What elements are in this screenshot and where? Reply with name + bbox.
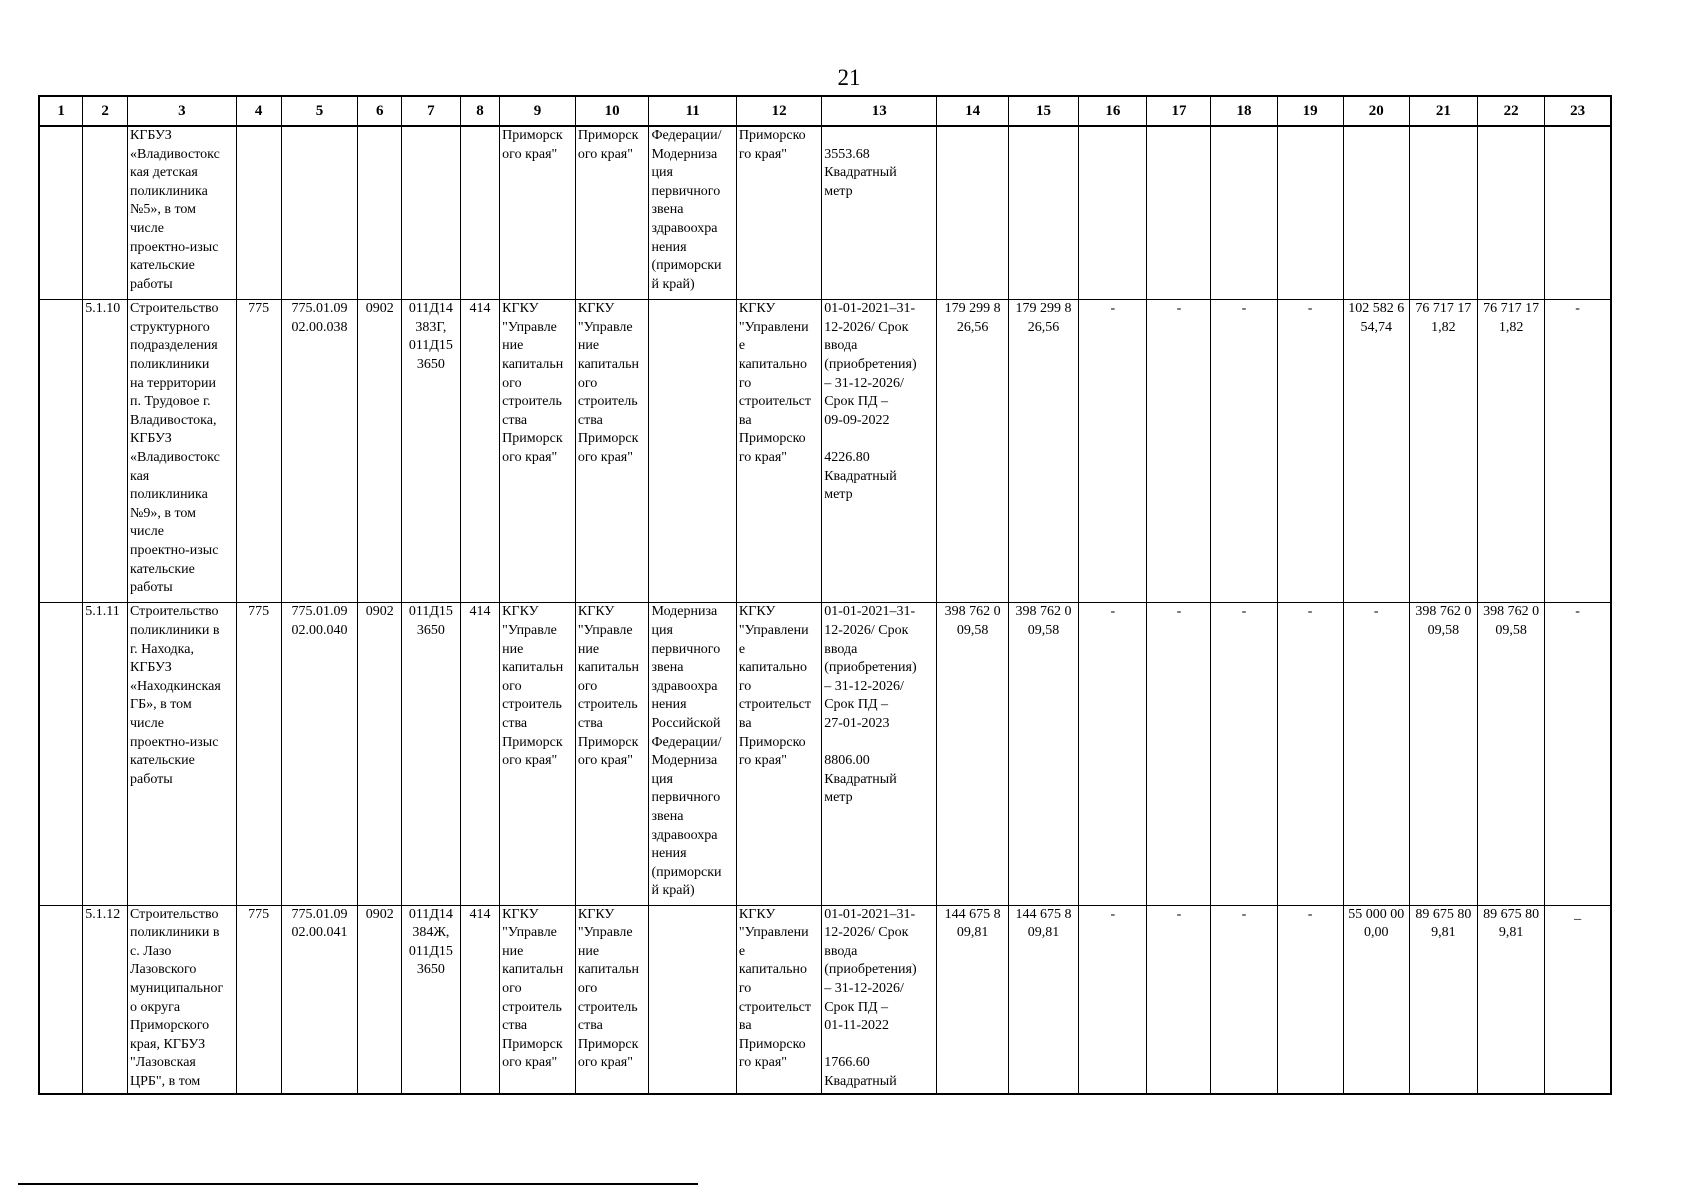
table-cell: [1211, 126, 1277, 300]
table-cell: [39, 300, 83, 603]
table-cell: -: [1211, 300, 1277, 603]
table-cell: КГКУ "Управле ние капитальн ого строитель ства Приморск ого края": [500, 905, 576, 1094]
table-cell: 011Д15 3650: [402, 603, 461, 905]
table-cell: [1409, 126, 1477, 300]
table-cell: 414: [460, 603, 499, 905]
table-row: [39, 603, 1611, 905]
table-cell: 144 675 8 09,81: [937, 905, 1008, 1094]
table-cell: 0902: [358, 603, 402, 905]
table-cell: 398 762 0 09,58: [1478, 603, 1545, 905]
table-cell: КГКУ "Управлени е капитально го строительст ва Приморско го края": [736, 905, 821, 1094]
table-cell: 775.01.09 02.00.038: [281, 300, 358, 603]
table-cell: -: [1277, 300, 1343, 603]
table-cell: Федерации/ Модерниза ция первичного звена здравоохра нения (приморски й край): [649, 126, 736, 300]
column-header: 4: [236, 96, 281, 126]
table-cell: КГКУ "Управлени е капитально го строительст ва Приморско го края": [736, 603, 821, 905]
table-cell: 5.1.12: [83, 905, 128, 1094]
column-header: 20: [1343, 96, 1409, 126]
table-cell: 01-01-2021–31- 12-2026/ Срок ввода (приобретения) – 31-12-2026/ Срок ПД – 27-01-2023 8806.00 Квадратный метр: [822, 603, 937, 905]
page-number: 21: [837, 65, 861, 90]
table-cell: -: [1079, 603, 1147, 905]
table-cell: 775: [236, 300, 281, 603]
table-cell: [402, 126, 461, 300]
table-cell: [1147, 126, 1211, 300]
column-header: 10: [575, 96, 649, 126]
table-cell: 414: [460, 905, 499, 1094]
table-cell: -: [1277, 905, 1343, 1094]
column-header: 14: [937, 96, 1008, 126]
table-cell: [83, 126, 128, 300]
table-cell: -: [1545, 300, 1611, 603]
table-cell: КГБУЗ «Владивостокс кая детская поликлиника №5», в том числе проектно-изыс кательские работы: [128, 126, 237, 300]
table-cell: -: [1343, 603, 1409, 905]
column-header: 11: [649, 96, 736, 126]
table-cell: 102 582 6 54,74: [1343, 300, 1409, 603]
table-cell: Строительство поликлиники в г. Находка, КГБУЗ «Находкинская ГБ», в том числе проектно-изыс кательские работы: [128, 603, 237, 905]
table-cell: 01-01-2021–31- 12-2026/ Срок ввода (приобретения) – 31-12-2026/ Срок ПД – 01-11-2022 1766.60 Квадратный: [822, 905, 937, 1094]
table-cell: 775.01.09 02.00.040: [281, 603, 358, 905]
table-cell: [236, 126, 281, 300]
table-cell: 398 762 0 09,58: [1409, 603, 1477, 905]
table-cell: _: [1545, 905, 1611, 1094]
table-cell: 76 717 17 1,82: [1478, 300, 1545, 603]
table-cell: [1343, 126, 1409, 300]
table-cell: 398 762 0 09,58: [937, 603, 1008, 905]
table-cell: 144 675 8 09,81: [1008, 905, 1078, 1094]
table-cell: Приморско го края": [736, 126, 821, 300]
table-cell: -: [1079, 905, 1147, 1094]
table-cell: [358, 126, 402, 300]
column-header: 13: [822, 96, 937, 126]
table-cell: Строительство поликлиники в с. Лазо Лазовского муниципальног о округа Приморского края, КГБУЗ "Лазовская ЦРБ", в том: [128, 905, 237, 1094]
table-cell: Модерниза ция первичного звена здравоохра нения Российской Федерации/ Модерниза ция первичного звена здравоохра нения (приморски й край): [649, 603, 736, 905]
column-header: 22: [1478, 96, 1545, 126]
column-header: 21: [1409, 96, 1477, 126]
table-cell: [1478, 126, 1545, 300]
table-cell: КГКУ "Управле ние капитальн ого строитель ства Приморск ого края": [500, 603, 576, 905]
table-cell: 3553.68 Квадратный метр: [822, 126, 937, 300]
table-cell: -: [1147, 300, 1211, 603]
table-cell: [1277, 126, 1343, 300]
table-cell: -: [1079, 300, 1147, 603]
column-header: 12: [736, 96, 821, 126]
table-cell: [1545, 126, 1611, 300]
table-cell: 775.01.09 02.00.041: [281, 905, 358, 1094]
table-cell: 0902: [358, 300, 402, 603]
column-header: 3: [128, 96, 237, 126]
column-header: 5: [281, 96, 358, 126]
table-cell: [460, 126, 499, 300]
table-cell: 398 762 0 09,58: [1008, 603, 1078, 905]
table-cell: [649, 300, 736, 603]
table-cell: [1079, 126, 1147, 300]
table-cell: -: [1147, 905, 1211, 1094]
table-row: [39, 126, 1611, 300]
column-header: 19: [1277, 96, 1343, 126]
table-cell: [281, 126, 358, 300]
table-cell: [937, 126, 1008, 300]
table-cell: -: [1277, 603, 1343, 905]
table-cell: 414: [460, 300, 499, 603]
table-cell: 775: [236, 905, 281, 1094]
table-cell: Приморск ого края": [500, 126, 576, 300]
column-header: 2: [83, 96, 128, 126]
table-cell: [649, 905, 736, 1094]
column-header: 7: [402, 96, 461, 126]
table-cell: КГКУ "Управле ние капитальн ого строитель ства Приморск ого края": [500, 300, 576, 603]
column-header: 9: [500, 96, 576, 126]
column-header: 18: [1211, 96, 1277, 126]
table-cell: 0902: [358, 905, 402, 1094]
table-cell: 89 675 80 9,81: [1409, 905, 1477, 1094]
column-header: 16: [1079, 96, 1147, 126]
table-cell: Приморск ого края": [575, 126, 649, 300]
table-cell: [39, 905, 83, 1094]
table-cell: 89 675 80 9,81: [1478, 905, 1545, 1094]
table-cell: -: [1147, 603, 1211, 905]
table-cell: -: [1211, 905, 1277, 1094]
table-cell: -: [1545, 603, 1611, 905]
table-cell: [39, 603, 83, 905]
footer-divider: [18, 1183, 698, 1185]
table-cell: 55 000 00 0,00: [1343, 905, 1409, 1094]
table-cell: КГКУ "Управле ние капитальн ого строитель ства Приморск ого края": [575, 603, 649, 905]
table-cell: 775: [236, 603, 281, 905]
budget-table: [38, 95, 1612, 1095]
column-header: 17: [1147, 96, 1211, 126]
table-cell: [39, 126, 83, 300]
column-header: 23: [1545, 96, 1611, 126]
column-header: 6: [358, 96, 402, 126]
table-cell: 5.1.10: [83, 300, 128, 603]
table-row: [39, 905, 1611, 1094]
header-row: [39, 96, 1611, 126]
column-header: 8: [460, 96, 499, 126]
table-cell: КГКУ "Управле ние капитальн ого строитель ства Приморск ого края": [575, 300, 649, 603]
table-cell: 179 299 8 26,56: [937, 300, 1008, 603]
column-header: 15: [1008, 96, 1078, 126]
table-cell: Строительство структурного подразделения поликлиники на территории п. Трудовое г. Владивостока, КГБУЗ «Владивостокс кая поликлиника №9», в том числе проектно-изыс кательские работы: [128, 300, 237, 603]
table-cell: -: [1211, 603, 1277, 905]
table-cell: 011Д14 384Ж, 011Д15 3650: [402, 905, 461, 1094]
table-cell: 76 717 17 1,82: [1409, 300, 1477, 603]
table-cell: КГКУ "Управле ние капитальн ого строитель ства Приморск ого края": [575, 905, 649, 1094]
table-cell: КГКУ "Управлени е капитально го строительст ва Приморско го края": [736, 300, 821, 603]
table-cell: 5.1.11: [83, 603, 128, 905]
table-cell: 01-01-2021–31- 12-2026/ Срок ввода (приобретения) – 31-12-2026/ Срок ПД – 09-09-2022 4226.80 Квадратный метр: [822, 300, 937, 603]
table-cell: [1008, 126, 1078, 300]
column-header: 1: [39, 96, 83, 126]
table-cell: 179 299 8 26,56: [1008, 300, 1078, 603]
table-cell: 011Д14 383Г, 011Д15 3650: [402, 300, 461, 603]
table-row: [39, 300, 1611, 603]
